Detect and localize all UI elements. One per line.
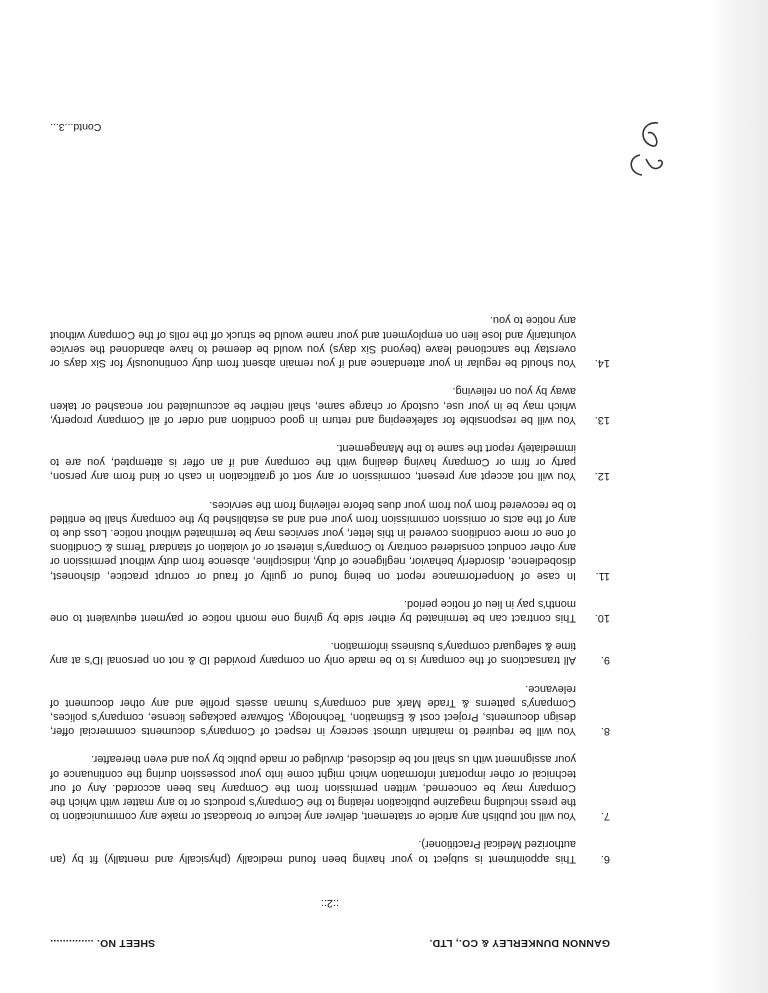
clause-text: You will be required to maintain utmost secrecy in respect of Company's documents commercial offer, design documents, Project cost & Estimation, Technology, Software packages license, company's polices, Company's patterns & Trade Mark and company's human assets profile and any other document of relevance. [50,682,576,738]
clause-list [50,313,610,865]
clause-number: 7. [600,810,610,823]
clause-text: This contract can be terminated by either side by giving one month notice or payment equivalent to one month's pay in lieu of notice period. [50,597,576,624]
clause-item [50,497,610,582]
clause-text: You will not publish any article or statement, deliver any lecture or broadcast or make any communication to the press including magazine publication relating to the Company's products or to any matter with which the Company may be concerned, written permission from the Company has been accorded. Any of our technical or other important information which might come into your possession during the continuance of your assignment with us shall not be disclosed, divulged or made public by you and even thereafter. [50,753,576,823]
letter-sheet-upside-down [50,120,610,950]
clause-item [50,752,610,823]
company-name: GANNON DUNKERLEY & CO., LTD. [429,937,610,949]
clause-number: 10. [594,611,610,624]
clause-item [50,681,610,738]
clause-number: 6. [600,852,610,865]
clause-number: 13. [594,413,610,426]
letter-header [50,936,610,950]
clause-item [50,441,610,484]
page-edge-shadow [710,0,768,993]
clause-number: 12. [594,470,610,483]
clause-text: This appointment is subject to your having been found medically (physically and mentally) fit by (an authorized Medical Practitioner). [50,838,576,865]
clause-text: All transactions of the company is to be made only on company provided ID & not on personal ID's at any time & safeguard company's business information. [50,640,576,667]
clause-text: You will be responsible for safekeeping and return in good condition and order of all Company property, which may be in your use, custody or charge same, shall neither be accumulated nor encashed or taken away by you on relieving. [50,385,576,426]
clause-item [50,639,610,667]
clause-text: You should be regular in your attendance and if you remain absent from duty continuously for Six days or overstay the sanctioned leave (beyond Six days) you would be deemed to have abandoned the service voluntarily and lose lien on employment and your name would be struck off the rolls of the Company without any notice to you. [50,314,576,370]
clause-item [50,837,610,865]
handwritten-initials-signature [620,115,680,185]
clause-number: 14. [594,357,610,370]
clause-number: 11. [595,569,610,582]
continued-marker: Contd...3... [50,121,102,134]
clause-item [50,597,610,625]
clause-item [50,384,610,427]
sheet-number: SHEET NO. .............. [50,937,156,949]
clause-number: 9. [600,654,610,667]
clause-number: 8. [600,725,610,738]
clause-text: You will not accept any present, commission or any sort of gratification in cash or kind from any person, party or firm or Company having dealing with the company and if an offer is attempted, you are to immediately report the same to the Management. [50,441,576,483]
clause-text: In case of Nonperformance report on being found or guilty of fraud or corrupt practice, dishonest, disobedience, disorderly behavior, negligence of duty, indiscipline, absence from duty without permission or any other conduct considered contrary to Company's interest or of violation of standard Terms & Conditions of one or more conditions covered in this letter, your services may be terminated without notice. Loss due to any of the acts or omission commission from your end and as established by the company shall be entitled to be recovered from you from your dues before relieving from the services. [50,498,576,582]
page-number: ::2:: [320,896,340,909]
clause-item [50,313,610,370]
